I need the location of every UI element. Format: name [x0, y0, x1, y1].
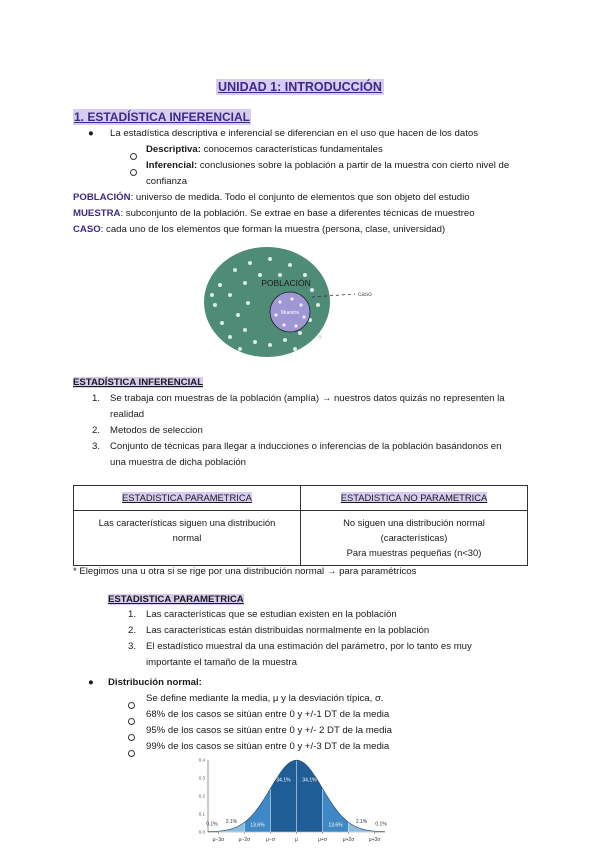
y-tick-label: 0.4	[198, 757, 205, 763]
population-circle	[204, 247, 330, 357]
list-item-number: 3.	[92, 441, 101, 452]
inferencial-line-cont: confianza	[146, 176, 188, 187]
region-label: 13.6%	[328, 822, 343, 829]
circle-bullet-icon	[130, 163, 137, 181]
y-tick-label: 0.1	[198, 811, 205, 817]
table-note: * Elegimos una u otra si se rige por una distribución normal → para paramétricos	[73, 566, 417, 577]
region-label: 34.1%	[276, 777, 291, 784]
list-item-cont: una muestra de dicha población	[110, 457, 247, 468]
x-tick-label: μ+σ	[318, 837, 327, 843]
poblacion-label: POBLACIÓN	[261, 278, 311, 288]
table-header-parametrica: ESTADISTICA PARAMETRICA	[74, 486, 301, 511]
x-tick-label: μ	[295, 837, 298, 843]
list-item: Las características que se estudian existen en la población	[146, 609, 397, 620]
region-label: 34.1%	[302, 777, 317, 784]
table-cell-no-parametrica: No siguen una distribución normal (características) Para muestras pequeñas (n<30)	[301, 511, 528, 566]
y-tick-label: 0.0	[198, 829, 205, 835]
x-tick-label: μ−3σ	[212, 837, 225, 843]
bullet-text: La estadística descriptiva e inferencial se diferencian en el uso que hacen de los datos	[110, 128, 478, 139]
list-item: Se define mediante la media, μ y la desviación típica, σ.	[146, 693, 384, 704]
page-title-text: UNIDAD 1: INTRODUCCIÓN	[218, 80, 382, 94]
poblacion-definition: POBLACIÓN: universo de medida. Todo el conjunto de elementos que son objeto del estudio	[73, 192, 470, 203]
muestra-definition: MUESTRA: subconjunto de la población. Se extrae en base a diferentes técnicas de muestreo	[73, 208, 475, 219]
x-tick-label: μ−σ	[266, 837, 275, 843]
descriptiva-line: Descriptiva: conocemos características fundamentales	[146, 144, 383, 155]
list-item-number: 1.	[92, 393, 101, 404]
distribucion-normal-heading: Distribución normal:	[108, 677, 202, 688]
list-item-number: 2.	[128, 625, 137, 636]
section-heading-estadistica-parametrica: ESTADISTICA PARAMETRICA	[108, 594, 244, 605]
inferencial-line: Inferencial: conclusiones sobre la población a partir de la muestra con cierto nivel de	[146, 160, 510, 171]
y-tick-label: 0.3	[198, 775, 205, 781]
x-tick-label: μ+2σ	[342, 837, 355, 843]
caso-definition: CASO: cada uno de los elementos que forman la muestra (persona, clase, universidad)	[73, 224, 446, 235]
x-tick-label: μ+3σ	[368, 837, 381, 843]
region-area	[270, 760, 296, 832]
comparison-table	[73, 485, 528, 566]
table-header-no-parametrica: ESTADISTICA NO PARAMETRICA	[301, 486, 528, 511]
normal-distribution-chart	[190, 755, 390, 848]
muestra-label: Muestra	[280, 310, 300, 316]
table-header-row	[74, 486, 528, 511]
table-row	[74, 511, 528, 566]
region-label: 13.6%	[250, 822, 265, 829]
section-heading-estadistica-inferencial-2: ESTADÍSTICA INFERENCIAL	[73, 377, 204, 388]
tail-label: 0.1%	[375, 821, 387, 828]
list-item: 68% de los casos se sitúan entre 0 y +/-1 DT de la media	[146, 709, 390, 720]
list-item-cont: importante el tamaño de la muestra	[146, 657, 297, 668]
population-diagram	[200, 245, 380, 360]
section-heading-estadistica-inferencial: 1. ESTADÍSTICA INFERENCIAL	[74, 110, 251, 124]
y-tick-label: 0.2	[198, 793, 205, 799]
list-item: Metodos de seleccion	[110, 425, 203, 436]
list-item: El estadístico muestral da una estimación del parámetro, por lo tanto es muy	[146, 641, 472, 652]
list-item: 99% de los casos se sitúan entre 0 y +/-3 DT de la media	[146, 741, 390, 752]
list-item: 95% de los casos se sitúan entre 0 y +/- 2 DT de la media	[146, 725, 392, 736]
bullet-dot: ●	[88, 677, 94, 688]
list-item-number: 1.	[128, 609, 137, 620]
list-item-number: 2.	[92, 425, 101, 436]
table-cell-parametrica: Las características siguen una distribución normal	[74, 511, 301, 566]
list-item-number: 3.	[128, 641, 137, 652]
bullet-dot: ●	[88, 128, 94, 139]
caso-label: caso	[358, 291, 372, 298]
circle-bullet-icon	[128, 744, 135, 762]
list-item: Conjunto de técnicas para llegar a inducciones o inferencias de la población basándonos en	[110, 441, 502, 452]
region-area	[297, 760, 323, 832]
list-item: Las características están distribuidas normalmente en la población	[146, 625, 430, 636]
list-item: Se trabaja con muestras de la población (amplía) → nuestros datos quizás no representen la	[110, 393, 505, 404]
page-title	[0, 78, 600, 96]
region-label: 2.1%	[225, 819, 238, 825]
region-label: 2.1%	[355, 819, 368, 825]
list-item-cont: realidad	[110, 409, 145, 420]
x-tick-label: μ−2σ	[238, 837, 251, 843]
tail-label: 0.1%	[206, 821, 218, 828]
